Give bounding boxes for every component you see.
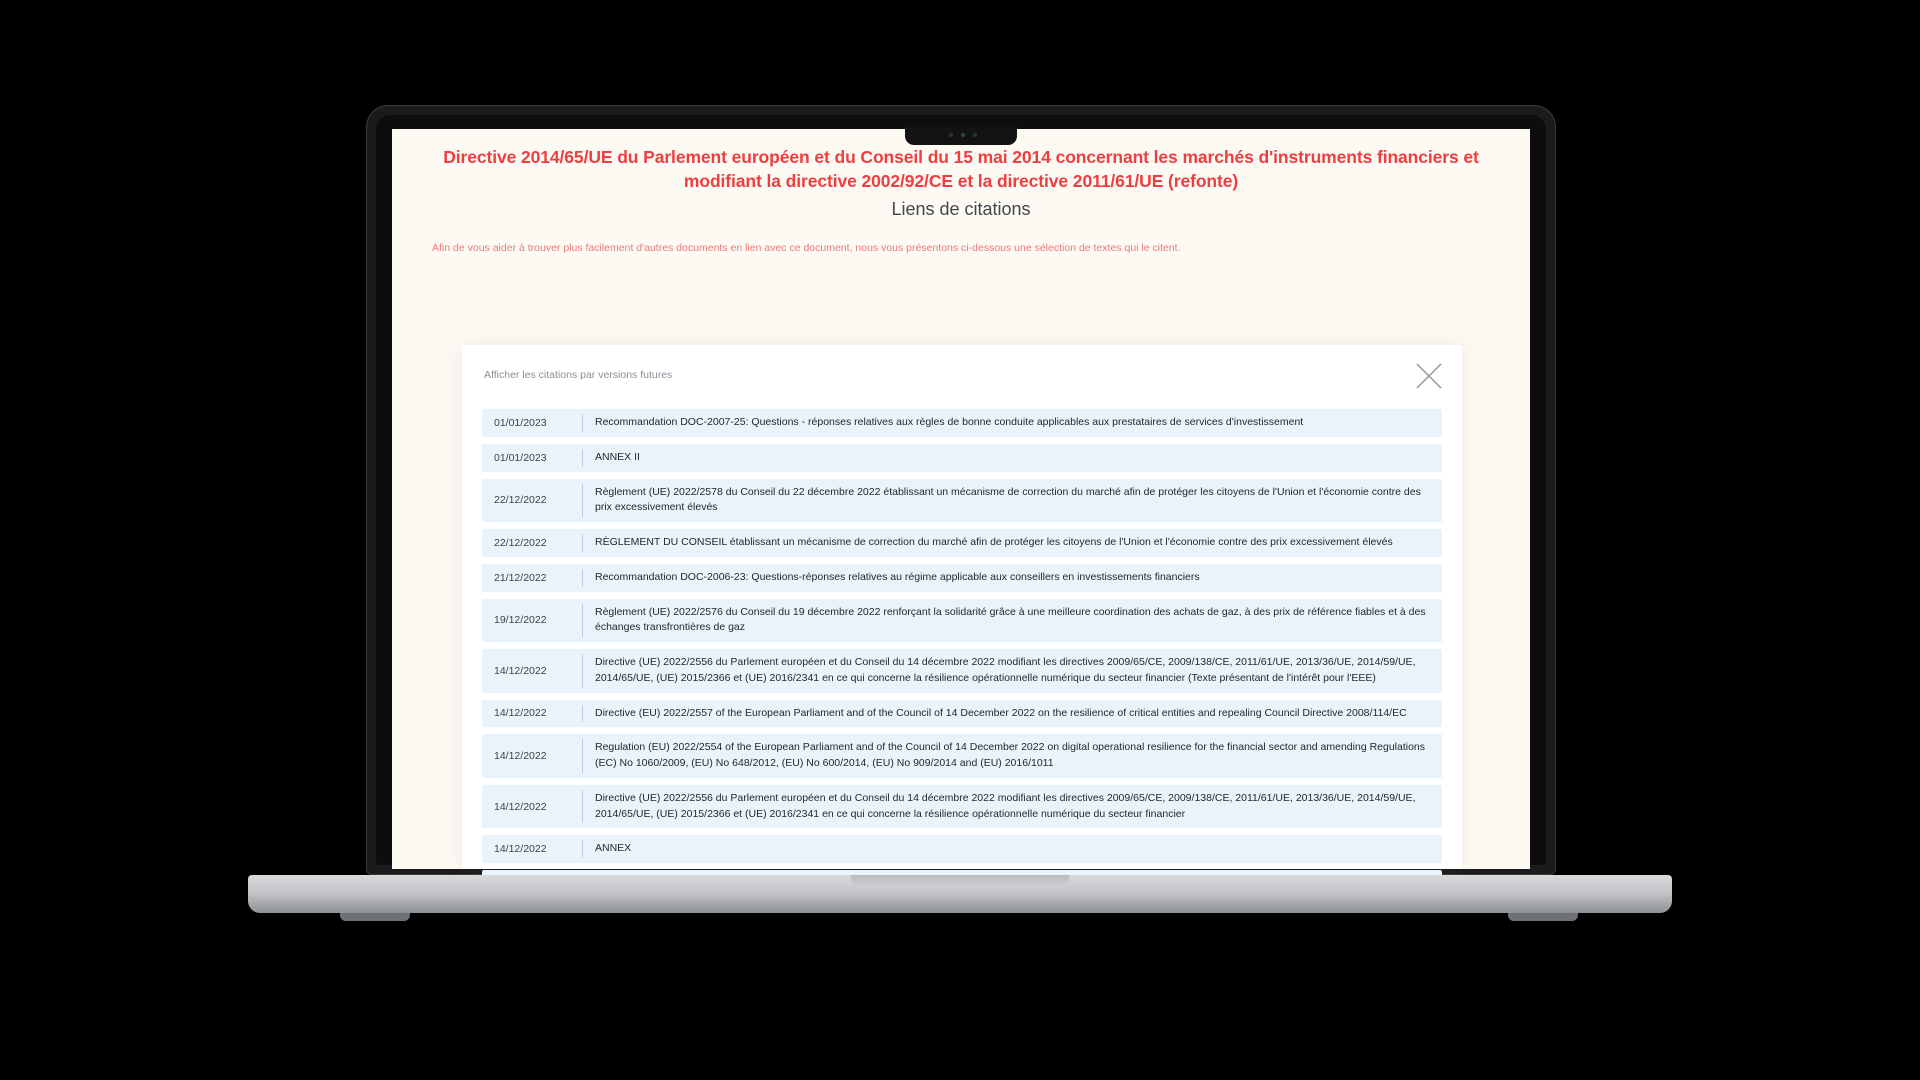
citation-date: 14/12/2022 (494, 664, 547, 677)
citation-date: 01/01/2023 (494, 451, 547, 464)
page-title: Directive 2014/65/UE du Parlement européen et du Conseil du 15 mai 2014 concernant les marchés d'instruments financiers et modifiant la directive 2002/92/CE et la directive 2011/61/UE (refonte) (443, 147, 1479, 192)
camera-sensor-dot (973, 133, 977, 137)
citation-date: 22/12/2022 (494, 494, 547, 507)
citation-row[interactable] (482, 529, 1442, 557)
citation-date: 01/01/2023 (494, 416, 547, 429)
camera-indicator-dot (949, 133, 953, 137)
laptop-lid (366, 105, 1556, 875)
citation-title-link[interactable]: Règlement (UE) 2022/2576 du Conseil du 19 décembre 2022 renforçant la solidarité grâce à une meilleure coordination des achats de gaz, à des prix de référence fiables et à des échanges transfrontières de gaz (595, 605, 1426, 634)
citation-date: 22/12/2022 (494, 536, 547, 549)
camera-lens-dot (961, 133, 965, 137)
citation-date: 14/12/2022 (494, 707, 547, 720)
citation-row[interactable] (482, 649, 1442, 693)
citation-date: 14/12/2022 (494, 800, 547, 813)
citation-title-link[interactable]: Directive (EU) 2022/2557 of the European Parliament and of the Council of 14 December 2022 on the resilience of critical entities and repealing Council Directive 2008/114/EC (595, 706, 1407, 719)
citation-title-link[interactable]: ANNEX II (595, 450, 640, 463)
citation-title-link[interactable]: RÈGLEMENT DU CONSEIL établissant un mécanisme de correction du marché afin de protéger les citoyens de l'Union et l'économie contre des prix excessivement élevés (595, 536, 1393, 548)
citation-date: 14/12/2022 (494, 843, 547, 856)
laptop-foot-right (1508, 913, 1578, 921)
laptop-bezel (376, 115, 1546, 865)
citation-row[interactable] (482, 564, 1442, 592)
laptop-screen (392, 129, 1530, 856)
close-icon[interactable] (1412, 359, 1446, 393)
citation-row[interactable] (482, 479, 1442, 523)
citation-title-link[interactable]: Directive (UE) 2022/2556 du Parlement européen et du Conseil du 14 décembre 2022 modifiant les directives 2009/65/CE, 2009/138/CE, 2011/61/UE, 2013/36/UE, 2014/59/UE, 2014/65/UE, (UE) 2015/2366 et (UE) 2016/2341 en ce qui concerne la résilience opérationnelle numérique du secteur financier (Texte présentant de l'intérêt pour l'EEE) (595, 656, 1416, 684)
citation-row[interactable] (482, 700, 1442, 728)
citation-title-link[interactable]: Règlement (UE) 2022/2578 du Conseil du 22 décembre 2022 établissant un mécanisme de correction du marché afin de protéger les citoyens de l'Union et l'économie contre des prix excessivement élevés (595, 485, 1421, 514)
citations-panel-header (462, 345, 1462, 409)
citation-row[interactable] (482, 599, 1442, 643)
webcam-notch (905, 125, 1017, 145)
citation-row[interactable] (482, 444, 1442, 472)
citation-row[interactable] (482, 734, 1442, 778)
citation-date: 14/12/2022 (494, 750, 547, 762)
page-note: Afin de vous aider à trouver plus facilement d'autres documents en lien avec ce document, nous vous présentons ci-dessous une sélection de textes qui le citent. (432, 242, 1181, 255)
page-subtitle: Liens de citations (891, 199, 1031, 220)
web-page (392, 145, 1530, 869)
citations-panel (462, 345, 1462, 869)
citation-row[interactable] (482, 409, 1442, 437)
citation-title-link[interactable]: Recommandation DOC-2007-25: Questions - réponses relatives aux règles de bonne conduite applicables aux prestataires de services d'investissement (595, 416, 1304, 428)
citation-row[interactable] (482, 785, 1442, 829)
citation-row[interactable] (482, 835, 1442, 863)
laptop-base-lip (851, 875, 1069, 887)
citation-title-link[interactable]: ANNEX (595, 842, 632, 855)
show-future-versions-toggle[interactable]: Afficher les citations par versions futures (484, 369, 673, 381)
citation-date: 21/12/2022 (494, 571, 547, 584)
citation-title-link[interactable]: Recommandation DOC-2006-23: Questions-réponses relatives au régime applicable aux conseillers en investissements financiers (595, 570, 1200, 583)
laptop-base (248, 875, 1672, 913)
citation-title-link[interactable]: Directive (UE) 2022/2556 du Parlement européen et du Conseil du 14 décembre 2022 modifiant les directives 2009/65/CE, 2009/138/CE, 2011/61/UE, 2013/36/UE, 2014/59/UE, 2014/65/UE, (UE) 2015/2366 et (UE) 2016/2341 en ce qui concerne la résilience opérationnelle numérique du secteur financier (595, 791, 1416, 820)
citations-list[interactable] (462, 409, 1462, 869)
citation-title-link[interactable]: Regulation (EU) 2022/2554 of the European Parliament and of the Council of 14 December 2022 on digital operational resilience for the financial sector and amending Regulations (EC) No 1060/2009, (EU) No 648/2012, (EU) No 600/2014, (EU) No 909/2014 and (EU) 2016/1011 (595, 741, 1426, 769)
citation-date: 19/12/2022 (494, 614, 547, 627)
laptop-foot-left (340, 913, 410, 921)
